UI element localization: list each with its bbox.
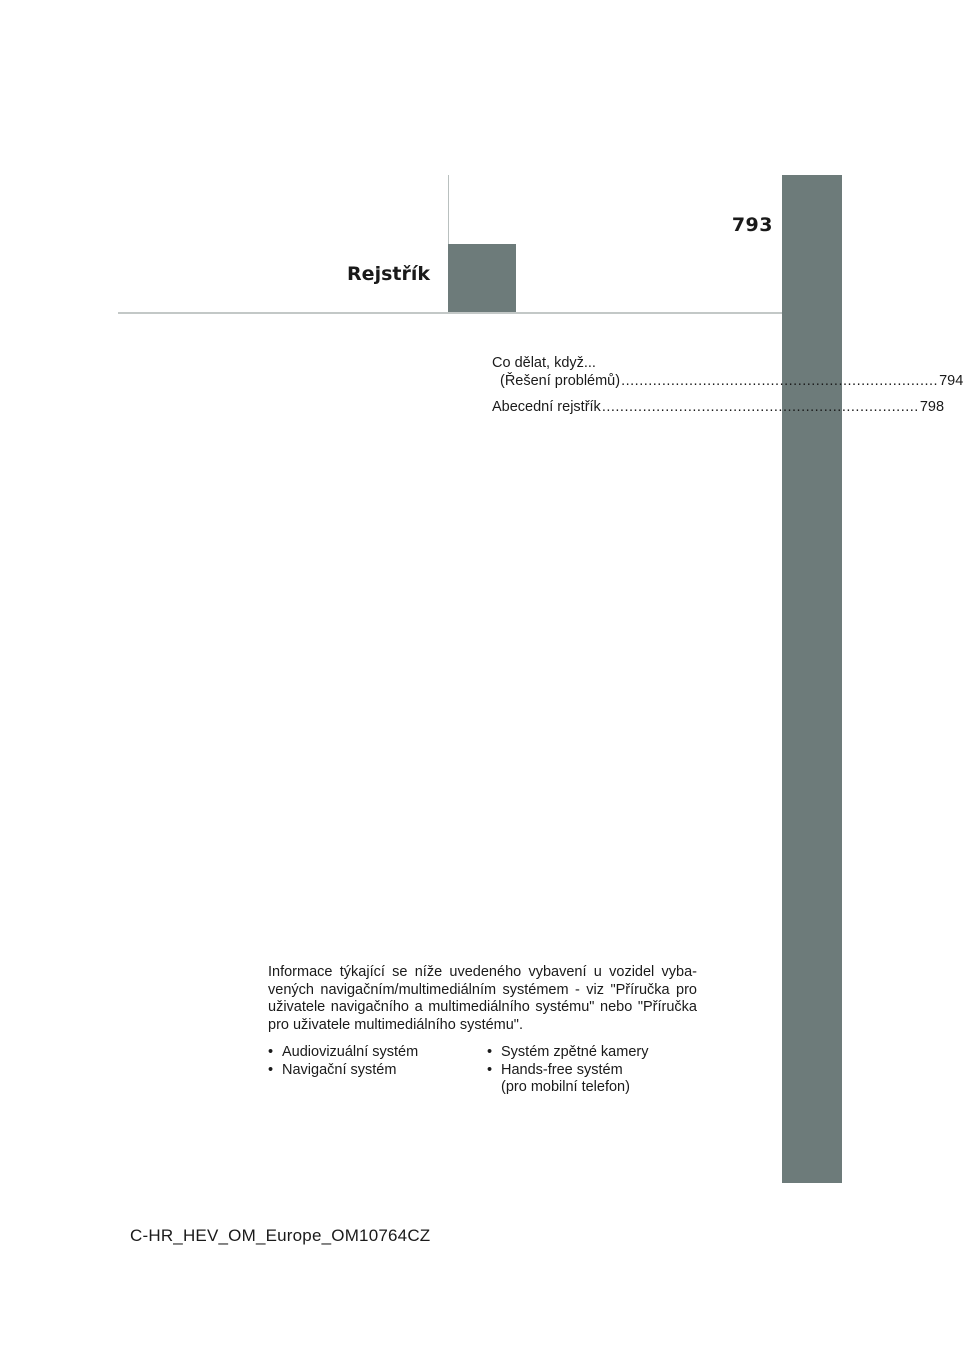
- list-item: [487, 1062, 697, 1080]
- info-note: [268, 964, 697, 1097]
- list-item-text: Hands-free systém: [501, 1061, 623, 1078]
- toc-dot-leader: ......................................................................: [621, 373, 939, 389]
- list-item: [487, 1044, 697, 1062]
- equipment-list-left: [268, 1044, 487, 1097]
- header-color-block: [448, 244, 516, 313]
- table-of-contents: [492, 354, 963, 416]
- toc-page-number: 794: [939, 373, 963, 389]
- bullet-icon: •: [487, 1044, 493, 1060]
- toc-page-number: 798: [919, 399, 945, 415]
- toc-item-label: Co dělat, když...: [492, 355, 596, 371]
- list-item-text: Audiovizuální systém: [282, 1044, 419, 1060]
- page-number: 793: [731, 214, 773, 236]
- section-title: Rejstřík: [347, 263, 430, 285]
- header-rule: [118, 312, 782, 314]
- info-paragraph: Informace týkající se níže uvedeného vybavení u vozidel vyba-vených navigačním/multimediálním systémem - viz "Příručka pro uživatele navigačního a multimediálního systému" nebo "Příručka pro uživatele multimediálního systému".: [268, 964, 697, 1033]
- toc-dot-leader: ......................................................................: [601, 399, 919, 415]
- document-code: C-HR_HEV_OM_Europe_OM10764CZ: [130, 1226, 431, 1245]
- toc-item-sublabel: (Řešení problémů): [500, 373, 621, 389]
- toc-item-label: Abecední rejstřík: [492, 399, 601, 415]
- chapter-side-tab: [782, 175, 842, 1183]
- list-item: [487, 1079, 697, 1097]
- equipment-list: [268, 1044, 697, 1097]
- equipment-list-right: [487, 1044, 697, 1097]
- list-item-text: Navigační systém: [282, 1061, 397, 1078]
- bullet-icon: •: [487, 1061, 493, 1078]
- list-item: [268, 1062, 487, 1080]
- list-item: [268, 1044, 487, 1062]
- bullet-icon: •: [268, 1044, 274, 1060]
- list-item-text: Systém zpětné kamery: [501, 1044, 649, 1060]
- list-item-text: (pro mobilní telefon): [501, 1079, 630, 1095]
- toc-item-alphabetical-index[interactable]: [492, 398, 945, 416]
- toc-item-troubleshooting[interactable]: [492, 354, 963, 390]
- bullet-icon: •: [268, 1061, 274, 1078]
